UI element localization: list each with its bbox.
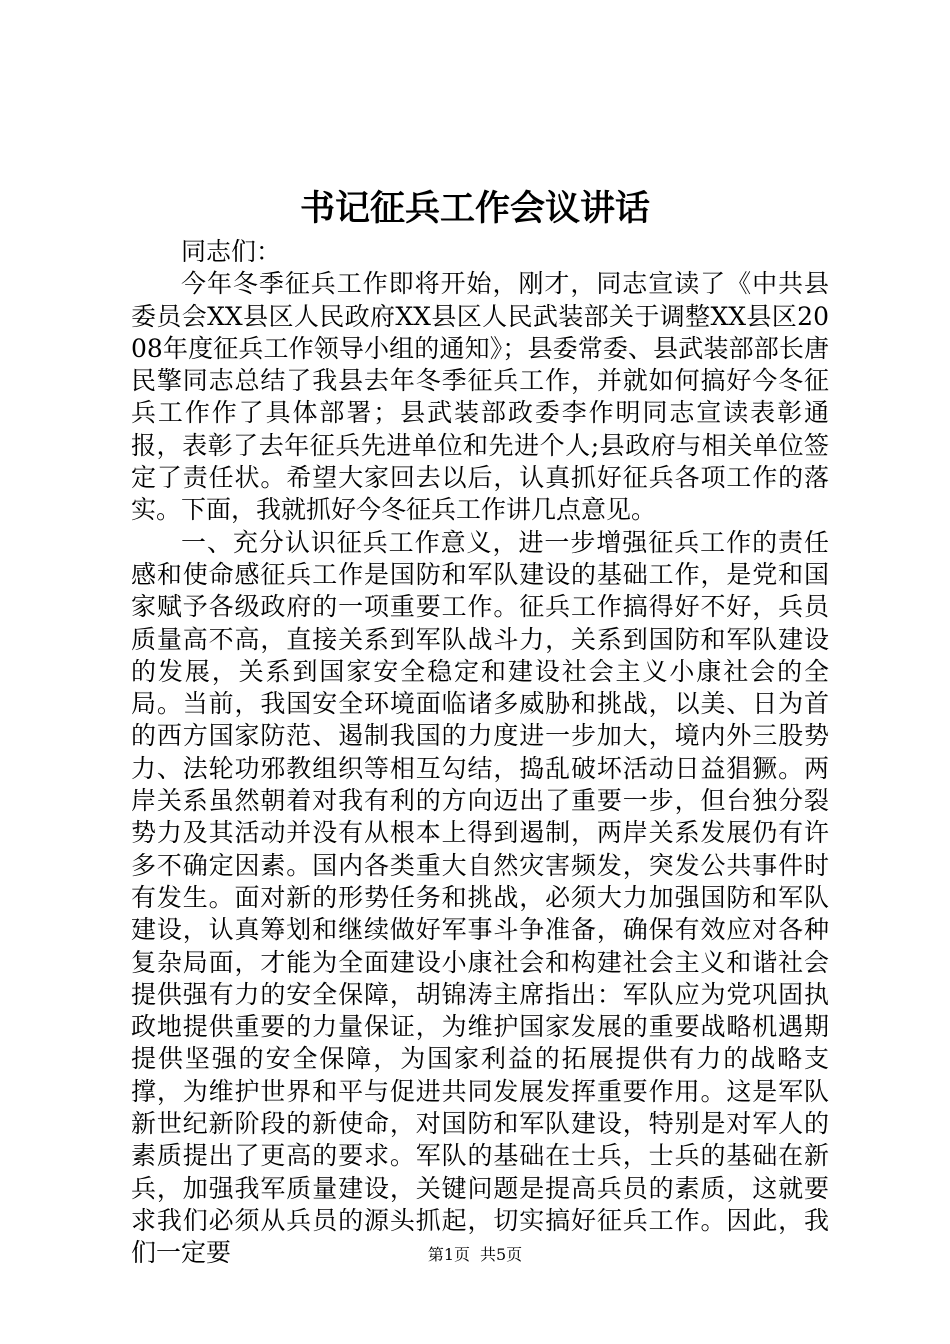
document-title: 书记征兵工作会议讲话 — [299, 188, 650, 229]
document-body — [131, 236, 829, 1270]
section-one-paragraph: 一、充分认识征兵工作意义，进一步增强征兵工作的责任感和使命感征兵工作是国防和军队建设的基础工作，是党和国家赋予各级政府的一项重要工作。征兵工作搞得好不好，兵员质量高不高，直接关系到军队战斗力，关系到国防和军队建设的发展，关系到国家安全稳定和建设社会主义小康社会的全局。当前，我国安全环境面临诸多威胁和挑战，以美、日为首的西方国家防范、遏制我国的力度进一步加大，境内外三股势力、法轮功邪教组织等相互勾结，捣乱破坏活动日益猖獗。两岸关系虽然朝着对我有利的方向迈出了重要一步，但台独分裂势力及其活动并没有从根本上得到遏制，两岸关系发展仍有许多不确定因素。国内各类重大自然灾害频发，突发公共事件时有发生。面对新的形势任务和挑战，必须大力加强国防和军队建设，认真筹划和继续做好军事斗争准备，确保有效应对各种复杂局面，才能为全面建设小康社会和构建社会主义和谐社会提供强有力的安全保障，胡锦涛主席指出：军队应为党巩固执政地提供重要的力量保证，为维护国家发展的重要战略机遇期提供坚强的安全保障，为国家利益的拓展提供有力的战略支撑，为维护世界和平与促进共同发展发挥重要作用。这是军队新世纪新阶段的新使命，对国防和军队建设，特别是对军人的素质提出了更高的要求。军队的基础在士兵，士兵的基础在新兵，加强我军质量建设，关键问题是提高兵员的素质，这就要求我们必须从兵员的源头抓起，切实搞好征兵工作。因此，我们一定要 — [131, 527, 829, 1268]
page-footer — [0, 1244, 950, 1266]
page-number: 第1页 — [427, 1245, 470, 1264]
intro-paragraph: 今年冬季征兵工作即将开始，刚才，同志宣读了《中共县委员会XX县区人民政府XX县区人民武装部关于调整XX县区2008年度征兵工作领导小组的通知》；县委常委、县武装部部长唐民擎同志总结了我县去年冬季征兵工作，并就如何搞好今冬征兵工作作了具体部署；县武装部政委李作明同志宣读表彰通报，表彰了去年征兵先进单位和先进个人;县政府与相关单位签定了责任状。希望大家回去以后，认真抓好征兵各项工作的落实。下面，我就抓好今冬征兵工作讲几点意见。 — [131, 269, 829, 525]
salutation-paragraph: 同志们： — [181, 237, 282, 266]
page-total: 共5页 — [480, 1245, 523, 1264]
